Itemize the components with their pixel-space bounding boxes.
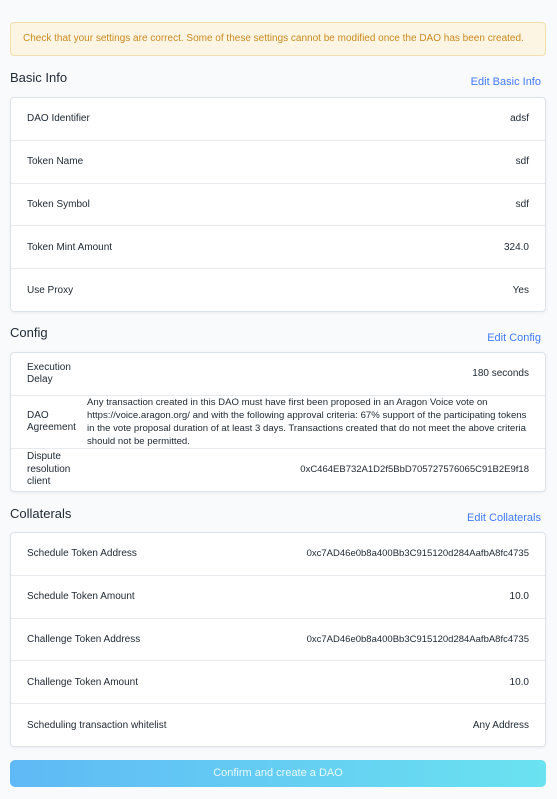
edit-basic-info-link[interactable]: Edit Basic Info: [470, 76, 541, 88]
config-title: Config: [10, 325, 48, 340]
row-label: Use Proxy: [27, 285, 74, 297]
row-label: Token Symbol: [27, 198, 90, 210]
row-value: sdf: [515, 156, 529, 168]
edit-config-link[interactable]: Edit Config: [487, 332, 541, 344]
row-value: 0xc7AD46e0b8a400Bb3C915120d284AafbA8fc4735: [306, 548, 529, 560]
config-row-dispute-client: [11, 449, 545, 491]
basic-row-use-proxy: [11, 269, 545, 312]
config-row-execution-delay: [11, 353, 545, 396]
row-label: DAO Identifier: [27, 113, 90, 125]
row-value: 0xc7AD46e0b8a400Bb3C915120d284AafbA8fc4735: [306, 633, 529, 645]
basic-info-card: [10, 97, 546, 312]
row-value: 0xC464EB732A1D2f5BbD705727576065C91B2E9f18: [300, 463, 529, 475]
collaterals-title: Collaterals: [10, 506, 72, 521]
collat-row-challenge-token-amount: [11, 661, 545, 704]
collat-row-schedule-token-amount: [11, 576, 545, 619]
basic-row-dao-identifier: [11, 98, 545, 141]
row-value: sdf: [515, 198, 529, 210]
row-value: Yes: [512, 285, 529, 297]
row-label: Token Name: [27, 156, 84, 168]
basic-row-token-mint-amount: [11, 226, 545, 269]
row-label: Dispute resolution client: [27, 451, 71, 488]
config-row-dao-agreement: [11, 396, 545, 449]
warning-banner: Check that your settings are correct. Some of these settings cannot be modified once the DAO has been created.: [10, 22, 546, 56]
row-label: Token Mint Amount: [27, 241, 113, 253]
row-label: DAO Agreement: [27, 409, 76, 433]
row-value: Any transaction created in this DAO must have first been proposed in an Aragon Voice vote on https://voice.aragon.org/ and with the following approval criteria: 67% support of the participating tokens in the vote proposal duration of at least 3 days. Transactions created that do not meet the above criteria should not be permitted.: [87, 397, 527, 447]
collaterals-card: [10, 532, 546, 747]
row-value: 10.0: [509, 591, 529, 603]
row-value: 324.0: [503, 241, 529, 253]
basic-row-token-symbol: [11, 184, 545, 227]
row-label: Challenge Token Amount: [27, 676, 139, 688]
row-label: Execution Delay: [27, 361, 71, 385]
config-card: [10, 352, 546, 492]
row-value: adsf: [510, 113, 529, 125]
row-label: Schedule Token Address: [27, 548, 137, 560]
row-label: Challenge Token Address: [27, 633, 141, 645]
collat-row-challenge-token-address: [11, 619, 545, 662]
collat-row-scheduling-whitelist: [11, 704, 545, 747]
edit-collaterals-link[interactable]: Edit Collaterals: [467, 512, 541, 524]
row-label: Schedule Token Amount: [27, 591, 135, 603]
collat-row-schedule-token-address: [11, 533, 545, 576]
row-label: Scheduling transaction whitelist: [27, 720, 167, 732]
basic-info-title: Basic Info: [10, 70, 68, 85]
row-value: 180 seconds: [472, 367, 529, 379]
confirm-create-dao-button[interactable]: Confirm and create a DAO: [10, 760, 546, 787]
row-value: 10.0: [509, 676, 529, 688]
row-value: Any Address: [472, 720, 529, 732]
basic-row-token-name: [11, 141, 545, 184]
